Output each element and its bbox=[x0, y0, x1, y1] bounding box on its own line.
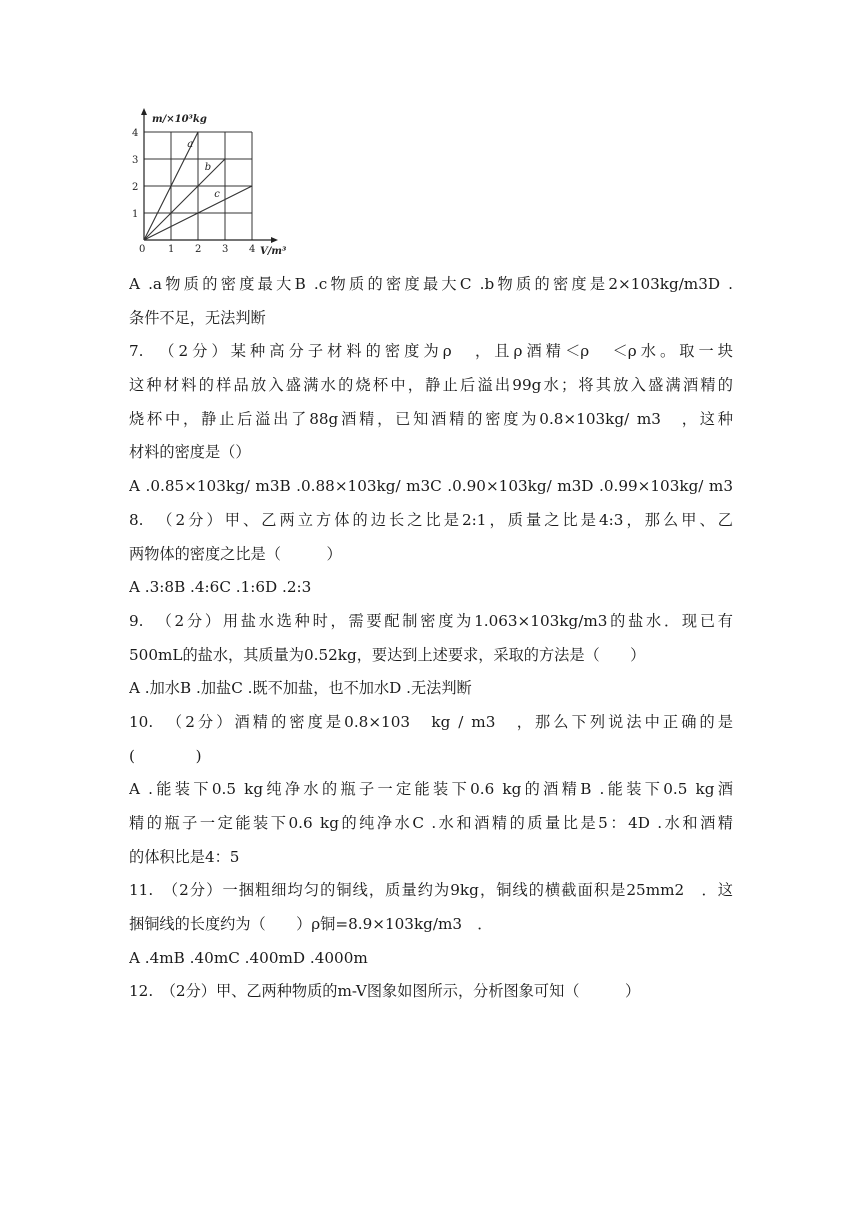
y-tick-label: 3 bbox=[132, 155, 139, 166]
text-line: 精的瓶子一定能装下0.6 kg的纯净水C .水和酒精的质量比是5：4D .水和酒精 bbox=[129, 814, 733, 832]
y-tick-label: 1 bbox=[132, 209, 139, 220]
text-line: 500mL的盐水，其质量为0.52kg，要达到上述要求，采取的方法是（ ） bbox=[129, 645, 646, 664]
series-line-b bbox=[144, 159, 225, 240]
text-line: 10. （2分）酒精的密度是0.8×103 kg / m3 ，那么下列说法中正确的是 bbox=[129, 712, 733, 731]
text-line: A .能装下0.5 kg纯净水的瓶子一定能装下0.6 kg的酒精B .能装下0.5 kg酒 bbox=[129, 780, 733, 799]
x-axis-label: V/m³ bbox=[260, 246, 286, 257]
text-line: 7. （2分）某种高分子材料的密度为ρ ，且ρ酒精＜ρ ＜ρ水。取一块 bbox=[129, 342, 733, 361]
x-tick-label: 0 bbox=[139, 244, 146, 255]
y-axis-arrow bbox=[141, 108, 147, 115]
series-label-b: b bbox=[204, 161, 212, 173]
text-line: 条件不足，无法判断 bbox=[129, 308, 266, 327]
y-tick-label: 4 bbox=[132, 128, 139, 139]
text-line: A .加水B .加盐C .既不加盐，也不加水D .无法判断 bbox=[129, 679, 472, 698]
series-label-c: c bbox=[214, 188, 220, 200]
text-line: 两物体的密度之比是（ ） bbox=[129, 544, 342, 563]
y-tick-label: 2 bbox=[132, 182, 139, 193]
series-label-a: a bbox=[187, 138, 194, 150]
y-axis-label: m/×10³kg bbox=[152, 114, 207, 125]
text-line: 这种材料的样品放入盛满水的烧杯中，静止后溢出99g水；将其放入盛满酒精的 bbox=[129, 376, 733, 395]
text-line: A .a物质的密度最大B .c物质的密度最大C .b物质的密度是2×103kg/m3D . bbox=[129, 275, 733, 293]
text-line: 8. （2分）甲、乙两立方体的边长之比是2:1，质量之比是4:3，那么甲、乙 bbox=[129, 510, 733, 529]
text-line: 的体积比是4：5 bbox=[129, 847, 240, 866]
text-line: ( ) bbox=[129, 746, 202, 765]
text-line: 11. （2分）一捆粗细均匀的铜线，质量约为9kg，铜线的横截面积是25mm2 ．这 bbox=[129, 881, 733, 900]
x-tick-label: 3 bbox=[222, 244, 229, 255]
text-line: 捆铜线的长度约为（ ）ρ铜=8.9×103kg/m3 ． bbox=[129, 915, 493, 934]
text-line: 9. （2分）用盐水选种时，需要配制密度为1.063×103kg/m3的盐水．现已有 bbox=[129, 611, 733, 630]
text-line: 烧杯中，静止后溢出了88g酒精，已知酒精的密度为0.8×103kg/ m3 ，这种 bbox=[129, 409, 733, 428]
text-line: A .3:8B .4:6C .1:6D .2:3 bbox=[129, 578, 312, 597]
x-tick-label: 1 bbox=[168, 244, 175, 255]
x-axis-arrow bbox=[271, 237, 278, 243]
text-line: 12. （2分）甲、乙两种物质的m-V图象如图所示，分析图象可知（ ） bbox=[129, 982, 641, 1001]
x-tick-label: 4 bbox=[249, 244, 256, 255]
chart-svg bbox=[126, 106, 286, 262]
x-tick-label: 2 bbox=[195, 244, 202, 255]
text-line: A .4mB .40mC .400mD .4000m bbox=[129, 948, 368, 967]
text-line: A .0.85×103kg/ m3B .0.88×103kg/ m3C .0.90×103kg/ m3D .0.99×103kg/ m3 bbox=[129, 477, 733, 496]
question-text bbox=[129, 268, 733, 1009]
mass-volume-graph bbox=[126, 106, 286, 262]
text-line: 材料的密度是（） bbox=[129, 443, 251, 462]
